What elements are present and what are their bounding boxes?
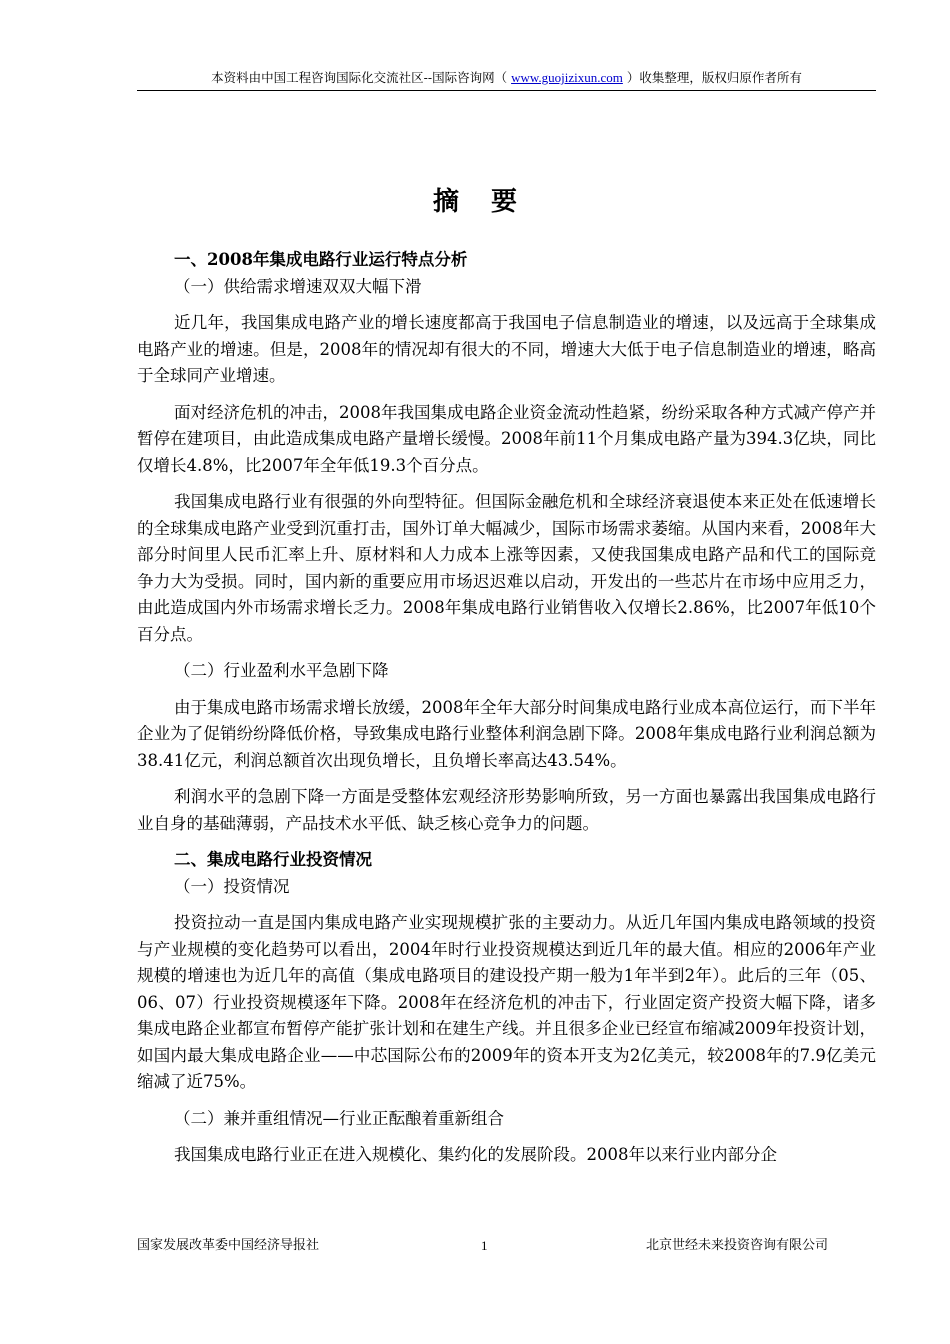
- paragraph: 我国集成电路行业有很强的外向型特征。但国际金融危机和全球经济衰退使本来正处在低速增长的全球集成电路产业受到沉重打击，国外订单大幅减少，国际市场需求萎缩。从国内来看，2008年大部分时间里人民币汇率上升、原材料和人力成本上涨等因素，又使我国集成电路产品和代工的国际竞争力大为受损。同时，国内新的重要应用市场迟迟难以启动，开发出的一些芯片在市场中应用乏力，由此造成国内外市场需求增长乏力。2008年集成电路行业销售收入仅增长2.86%，比2007年低10个百分点。: [137, 492, 876, 644]
- paragraph: 由于集成电路市场需求增长放缓，2008年全年大部分时间集成电路行业成本高位运行，而下半年企业为了促销纷纷降低价格，导致集成电路行业整体利润急剧下降。2008年集成电路行业利润总额为38.41亿元，利润总额首次出现负增长，且负增长率高达43.54%。: [137, 697, 876, 770]
- page-number: 1: [481, 1238, 488, 1253]
- header-suffix: ）收集整理，版权归原作者所有: [622, 70, 802, 85]
- header-link[interactable]: www.guojizixun.com: [511, 70, 623, 85]
- section-1-subheading-2: （二）行业盈利水平急剧下降: [174, 661, 389, 680]
- section-1-heading: 一、2008年集成电路行业运行特点分析: [174, 250, 468, 269]
- header-prefix: 本资料由中国工程咨询国际化交流社区--国际咨询网（: [211, 70, 512, 85]
- paragraph: 近几年，我国集成电路产业的增长速度都高于我国电子信息制造业的增速，以及远高于全球集成电路产业的增速。但是，2008年的情况却有很大的不同，增速大大低于电子信息制造业的增速，略高于全球同产业增速。: [137, 313, 876, 385]
- page-title: 摘要: [432, 187, 549, 217]
- document-body: [137, 247, 876, 1169]
- paragraph: 我国集成电路行业正在进入规模化、集约化的发展阶段。2008年以来行业内部分企: [174, 1145, 777, 1164]
- footer-publisher: 国家发展改革委中国经济导报社: [137, 1238, 320, 1253]
- page-footer: [137, 1236, 876, 1256]
- section-2-subheading-2: （二）兼并重组情况—行业正酝酿着重新组合: [174, 1108, 504, 1128]
- footer-company: 北京世经未来投资咨询有限公司: [645, 1238, 828, 1253]
- paragraph: 投资拉动一直是国内集成电路产业实现规模扩张的主要动力。从近几年国内集成电路领域的投资与产业规模的变化趋势可以看出，2004年时行业投资规模达到近几年的最大值。相应的2006年产业规模的增速也为近几年的高值（集成电路项目的建设投产期一般为1年半到2年）。此后的三年（05、06、07）行业投资规模逐年下降。2008年在经济危机的冲击下，行业固定资产投资大幅下降，诸多集成电路企业都宣布暂停产能扩张计划和在建生产线。并且很多企业已经宣布缩减2009年投资计划，如国内最大集成电路企业——中芯国际公布的2009年的资本开支为2亿美元，较2008年的7.9亿美元缩减了近75%。: [137, 913, 876, 1091]
- section-2-heading: 二、集成电路行业投资情况: [174, 850, 372, 869]
- page-header: [137, 70, 876, 91]
- section-1-subheading-1: （一）供给需求增速双双大幅下滑: [174, 276, 422, 296]
- section-2-subheading-1: （一）投资情况: [174, 876, 290, 896]
- paragraph: 利润水平的急剧下降一方面是受整体宏观经济形势影响所致，另一方面也暴露出我国集成电路行业自身的基础薄弱，产品技术水平低、缺乏核心竞争力的问题。: [137, 787, 876, 833]
- paragraph: 面对经济危机的冲击，2008年我国集成电路企业资金流动性趋紧，纷纷采取各种方式减产停产并暂停在建项目，由此造成集成电路产量增长缓慢。2008年前11个月集成电路产量为394.3亿块，同比仅增长4.8%，比2007年全年低19.3个百分点。: [137, 402, 876, 475]
